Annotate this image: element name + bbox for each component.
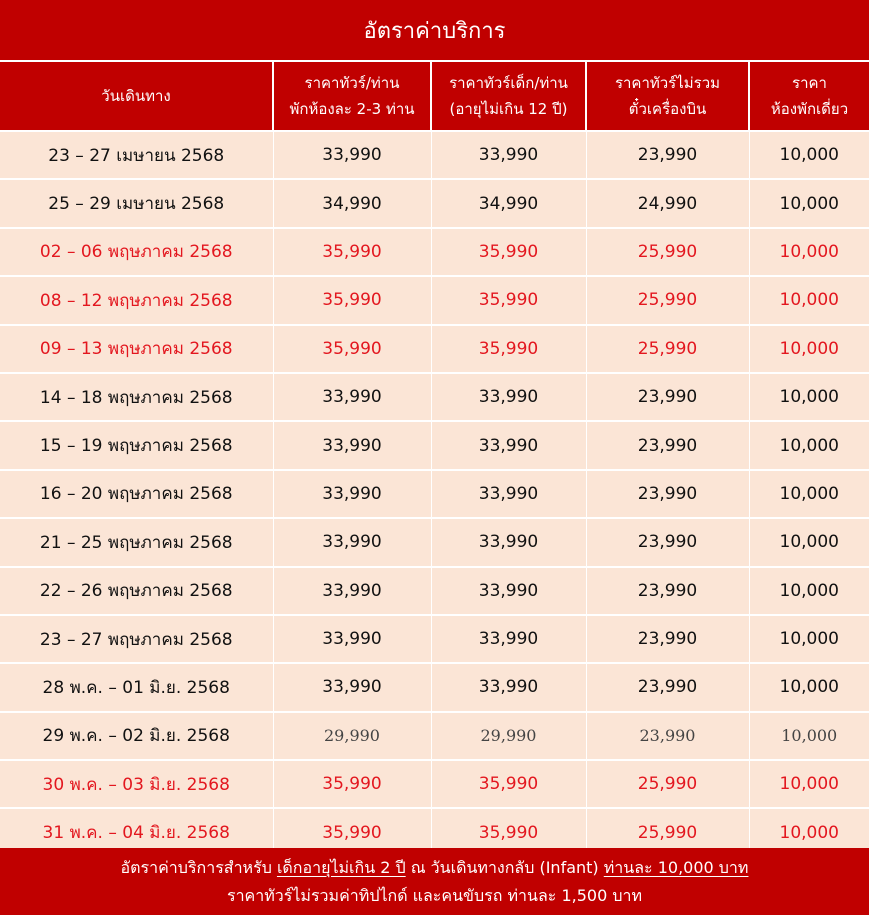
- cell-adult: 33,990: [273, 663, 431, 711]
- table-row: [0, 373, 869, 421]
- cell-no-flight: 23,990: [586, 615, 749, 663]
- cell-child: 35,990: [431, 276, 586, 324]
- cell-single: 10,000: [749, 325, 869, 373]
- cell-no-flight: 25,990: [586, 228, 749, 276]
- cell-date: 08 – 12 พฤษภาคม 2568: [0, 276, 273, 324]
- header-single-room: ราคา ห้องพักเดี่ยว: [749, 62, 869, 131]
- cell-child: 34,990: [431, 179, 586, 227]
- cell-date: 16 – 20 พฤษภาคม 2568: [0, 470, 273, 518]
- cell-adult: 33,990: [273, 470, 431, 518]
- cell-single: 10,000: [749, 470, 869, 518]
- cell-child: 35,990: [431, 325, 586, 373]
- page-title: อัตราค่าบริการ: [0, 0, 869, 62]
- infant-age-note: เด็กอายุไม่เกิน 2 ปี: [276, 858, 406, 877]
- cell-no-flight: 23,990: [586, 518, 749, 566]
- header-no-flight-price: ราคาทัวร์ไม่รวม ตั๋วเครื่องบิน: [586, 62, 749, 131]
- cell-no-flight: 25,990: [586, 760, 749, 808]
- table-row: [0, 325, 869, 373]
- cell-adult: 33,990: [273, 373, 431, 421]
- cell-single: 10,000: [749, 373, 869, 421]
- cell-no-flight: 23,990: [586, 567, 749, 615]
- table-row: [0, 276, 869, 324]
- cell-child: 33,990: [431, 131, 586, 179]
- footer-line-1: อัตราค่าบริการสำหรับ เด็กอายุไม่เกิน 2 ปี ณ วันเดินทางกลับ (Infant) ท่านละ 10,000 บาท: [120, 858, 749, 877]
- cell-single: 10,000: [749, 179, 869, 227]
- price-table: [0, 62, 869, 856]
- cell-adult: 35,990: [273, 276, 431, 324]
- table-row: [0, 567, 869, 615]
- cell-date: 25 – 29 เมษายน 2568: [0, 179, 273, 227]
- table-row: [0, 179, 869, 227]
- cell-date: 23 – 27 พฤษภาคม 2568: [0, 615, 273, 663]
- cell-single: 10,000: [749, 663, 869, 711]
- cell-adult: 33,990: [273, 421, 431, 469]
- cell-date: 23 – 27 เมษายน 2568: [0, 131, 273, 179]
- table-header-row: [0, 62, 869, 131]
- cell-single: 10,000: [749, 131, 869, 179]
- cell-date: 31 พ.ค. – 04 มิ.ย. 2568: [0, 808, 273, 855]
- cell-date: 02 – 06 พฤษภาคม 2568: [0, 228, 273, 276]
- cell-adult: 35,990: [273, 228, 431, 276]
- cell-no-flight: 25,990: [586, 808, 749, 855]
- cell-date: 29 พ.ค. – 02 มิ.ย. 2568: [0, 712, 273, 760]
- cell-no-flight: 25,990: [586, 276, 749, 324]
- table-row: [0, 421, 869, 469]
- cell-child: 33,990: [431, 567, 586, 615]
- cell-no-flight: 23,990: [586, 421, 749, 469]
- cell-no-flight: 23,990: [586, 131, 749, 179]
- cell-child: 35,990: [431, 228, 586, 276]
- cell-child: 33,990: [431, 470, 586, 518]
- cell-adult: 33,990: [273, 518, 431, 566]
- cell-date: 15 – 19 พฤษภาคม 2568: [0, 421, 273, 469]
- cell-no-flight: 24,990: [586, 179, 749, 227]
- cell-date: 28 พ.ค. – 01 มิ.ย. 2568: [0, 663, 273, 711]
- cell-single: 10,000: [749, 808, 869, 855]
- cell-single: 10,000: [749, 228, 869, 276]
- header-adult-price: ราคาทัวร์/ท่าน พักห้องละ 2-3 ท่าน: [273, 62, 431, 131]
- cell-single: 10,000: [749, 615, 869, 663]
- cell-adult: 34,990: [273, 179, 431, 227]
- infant-price-note: ท่านละ 10,000 บาท: [603, 858, 749, 877]
- cell-child: 33,990: [431, 615, 586, 663]
- cell-adult: 29,990: [273, 712, 431, 760]
- cell-adult: 35,990: [273, 808, 431, 855]
- footer-line-2: ราคาทัวร์ไม่รวมค่าทิปไกด์ และคนขับรถ ท่านละ 1,500 บาท: [226, 886, 643, 905]
- cell-child: 33,990: [431, 421, 586, 469]
- cell-adult: 33,990: [273, 131, 431, 179]
- cell-no-flight: 25,990: [586, 325, 749, 373]
- cell-date: 22 – 26 พฤษภาคม 2568: [0, 567, 273, 615]
- cell-single: 10,000: [749, 421, 869, 469]
- cell-adult: 35,990: [273, 760, 431, 808]
- cell-single: 10,000: [749, 760, 869, 808]
- table-row: [0, 615, 869, 663]
- table-row: [0, 663, 869, 711]
- cell-single: 10,000: [749, 518, 869, 566]
- cell-single: 10,000: [749, 276, 869, 324]
- cell-child: 33,990: [431, 518, 586, 566]
- cell-child: 33,990: [431, 663, 586, 711]
- cell-date: 30 พ.ค. – 03 มิ.ย. 2568: [0, 760, 273, 808]
- cell-child: 35,990: [431, 808, 586, 855]
- footer-note: [0, 848, 869, 915]
- table-row: [0, 470, 869, 518]
- cell-adult: 35,990: [273, 325, 431, 373]
- table-row: [0, 228, 869, 276]
- table-row: [0, 131, 869, 179]
- table-row: [0, 518, 869, 566]
- cell-date: 09 – 13 พฤษภาคม 2568: [0, 325, 273, 373]
- cell-single: 10,000: [749, 712, 869, 760]
- header-child-price: ราคาทัวร์เด็ก/ท่าน (อายุไม่เกิน 12 ปี): [431, 62, 586, 131]
- cell-no-flight: 23,990: [586, 373, 749, 421]
- cell-adult: 33,990: [273, 615, 431, 663]
- table-row: [0, 712, 869, 760]
- cell-no-flight: 23,990: [586, 712, 749, 760]
- table-row: [0, 760, 869, 808]
- cell-no-flight: 23,990: [586, 663, 749, 711]
- cell-no-flight: 23,990: [586, 470, 749, 518]
- cell-child: 35,990: [431, 760, 586, 808]
- cell-single: 10,000: [749, 567, 869, 615]
- cell-adult: 33,990: [273, 567, 431, 615]
- cell-date: 14 – 18 พฤษภาคม 2568: [0, 373, 273, 421]
- cell-child: 29,990: [431, 712, 586, 760]
- header-date: วันเดินทาง: [0, 62, 273, 131]
- cell-date: 21 – 25 พฤษภาคม 2568: [0, 518, 273, 566]
- cell-child: 33,990: [431, 373, 586, 421]
